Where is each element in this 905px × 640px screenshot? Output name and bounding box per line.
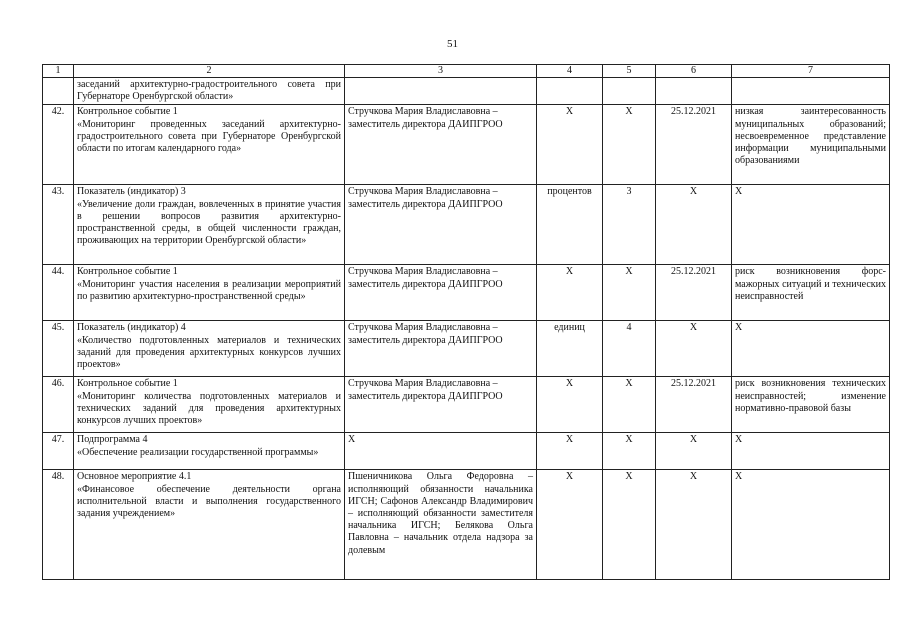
- responsible-cell: [345, 78, 537, 105]
- item-description: «Мониторинг проведенных заседаний архитектурно-градостроительного совета при Губернаторе Оренбургской области по итогам календарного года»: [77, 118, 341, 155]
- risk-description: Х: [732, 470, 890, 580]
- header-cell: 7: [732, 65, 890, 78]
- item-description: «Увеличение доли граждан, вовлеченных в принятие участия в решении вопросов развития архитектурно-пространственной среды, в общей численности граждан, проживающих на территории Оренбургской области»: [77, 198, 341, 247]
- item-title: Контрольное событие 1: [77, 266, 178, 278]
- table-row: [43, 321, 890, 377]
- item-description: «Мониторинг количества подготовленных материалов и технических заданий для проведения архитектурных конкурсов лучших проектов»: [77, 390, 341, 427]
- document-table: [42, 64, 890, 580]
- item-description: «Финансовое обеспечение деятельности органа исполнительной власти и выполнения государственного задания учреждением»: [77, 483, 341, 520]
- row-number: 47.: [43, 433, 74, 470]
- row-number: 46.: [43, 377, 74, 433]
- header-cell: 4: [537, 65, 603, 78]
- row-number: 45.: [43, 321, 74, 377]
- responsible-person: Стручкова Мария Владиславовна – заместитель директора ДАИПГРОО: [345, 185, 537, 265]
- deadline-date: 25.12.2021: [656, 265, 732, 321]
- table-row: [43, 470, 890, 580]
- item-cell: [74, 265, 345, 321]
- page-number: 51: [447, 38, 458, 50]
- deadline-date: Х: [656, 433, 732, 470]
- header-row: [43, 65, 890, 78]
- risk-description: Х: [732, 321, 890, 377]
- table-row: [43, 377, 890, 433]
- row-number: 42.: [43, 105, 74, 185]
- table-row: [43, 105, 890, 185]
- unit-value: Х: [537, 377, 603, 433]
- item-title: Подпрограмма 4: [77, 434, 148, 446]
- risk-description: Х: [732, 185, 890, 265]
- header-cell: 1: [43, 65, 74, 78]
- unit-value: процентов: [537, 185, 603, 265]
- responsible-person: Стручкова Мария Владиславовна – заместитель директора ДАИПГРОО: [345, 265, 537, 321]
- target-value: Х: [603, 265, 656, 321]
- risk-description: риск возникновения технических неисправностей; изменение нормативно-правовой базы: [732, 377, 890, 433]
- item-cell: [74, 185, 345, 265]
- table-row: [43, 265, 890, 321]
- item-cell: [74, 377, 345, 433]
- responsible-person: Пшеничникова Ольга Федоровна – исполняющий обязанности начальника ИГСН; Сафонов Александр Владимирович – исполняющий обязанности заместителя начальника ИГСН; Белякова Ольга Павловна – начальник отдела надзора за долевым: [345, 470, 537, 580]
- item-cell: [74, 433, 345, 470]
- risk-cell: [732, 78, 890, 105]
- header-cell: 5: [603, 65, 656, 78]
- date-cell: [656, 78, 732, 105]
- unit-value: единиц: [537, 321, 603, 377]
- target-value: Х: [603, 433, 656, 470]
- deadline-date: 25.12.2021: [656, 105, 732, 185]
- row-number: 48.: [43, 470, 74, 580]
- table-row: [43, 185, 890, 265]
- deadline-date: 25.12.2021: [656, 377, 732, 433]
- deadline-date: Х: [656, 321, 732, 377]
- unit-value: Х: [537, 265, 603, 321]
- responsible-person: Х: [345, 433, 537, 470]
- responsible-person: Стручкова Мария Владиславовна – заместитель директора ДАИПГРОО: [345, 377, 537, 433]
- item-description: «Обеспечение реализации государственной программы»: [77, 446, 319, 458]
- header-cell: 2: [74, 65, 345, 78]
- unit-cell: [537, 78, 603, 105]
- deadline-date: Х: [656, 470, 732, 580]
- item-cell: [74, 105, 345, 185]
- item-cell: [74, 321, 345, 377]
- item-title: Показатель (индикатор) 4: [77, 322, 186, 334]
- item-title: Основное мероприятие 4.1: [77, 471, 192, 483]
- item-title: Контрольное событие 1: [77, 106, 178, 118]
- header-cell: 3: [345, 65, 537, 78]
- target-value: 3: [603, 185, 656, 265]
- header-cell: 6: [656, 65, 732, 78]
- target-value: 4: [603, 321, 656, 377]
- item-title: Контрольное событие 1: [77, 378, 178, 390]
- responsible-person: Стручкова Мария Владиславовна – заместитель директора ДАИПГРОО: [345, 321, 537, 377]
- risk-description: риск возникновения форс-мажорных ситуаций и технических неисправностей: [732, 265, 890, 321]
- row-number: 43.: [43, 185, 74, 265]
- item-cell: [74, 470, 345, 580]
- table-row: [43, 433, 890, 470]
- item-title: Показатель (индикатор) 3: [77, 186, 186, 198]
- unit-value: Х: [537, 470, 603, 580]
- unit-value: Х: [537, 105, 603, 185]
- row-number-cell: [43, 78, 74, 105]
- target-value: Х: [603, 470, 656, 580]
- unit-value: Х: [537, 433, 603, 470]
- continuation-text: заседаний архитектурно-градостроительного совета при Губернаторе Оренбургской области»: [74, 78, 345, 105]
- row-number: 44.: [43, 265, 74, 321]
- continuation-row: [43, 78, 890, 105]
- risk-description: Х: [732, 433, 890, 470]
- responsible-person: Стручкова Мария Владиславовна – заместитель директора ДАИПГРОО: [345, 105, 537, 185]
- target-value: Х: [603, 377, 656, 433]
- item-description: «Количество подготовленных материалов и технических заданий для проведения архитектурных конкурсов лучших проектов»: [77, 334, 341, 371]
- item-description: «Мониторинг участия населения в реализации мероприятий по развитию архитектурно-пространственной среды»: [77, 278, 341, 302]
- target-value: Х: [603, 105, 656, 185]
- deadline-date: Х: [656, 185, 732, 265]
- risk-description: низкая заинтересованность муниципальных образований; несвоевременное представление информации муниципальными образованиями: [732, 105, 890, 185]
- value-cell: [603, 78, 656, 105]
